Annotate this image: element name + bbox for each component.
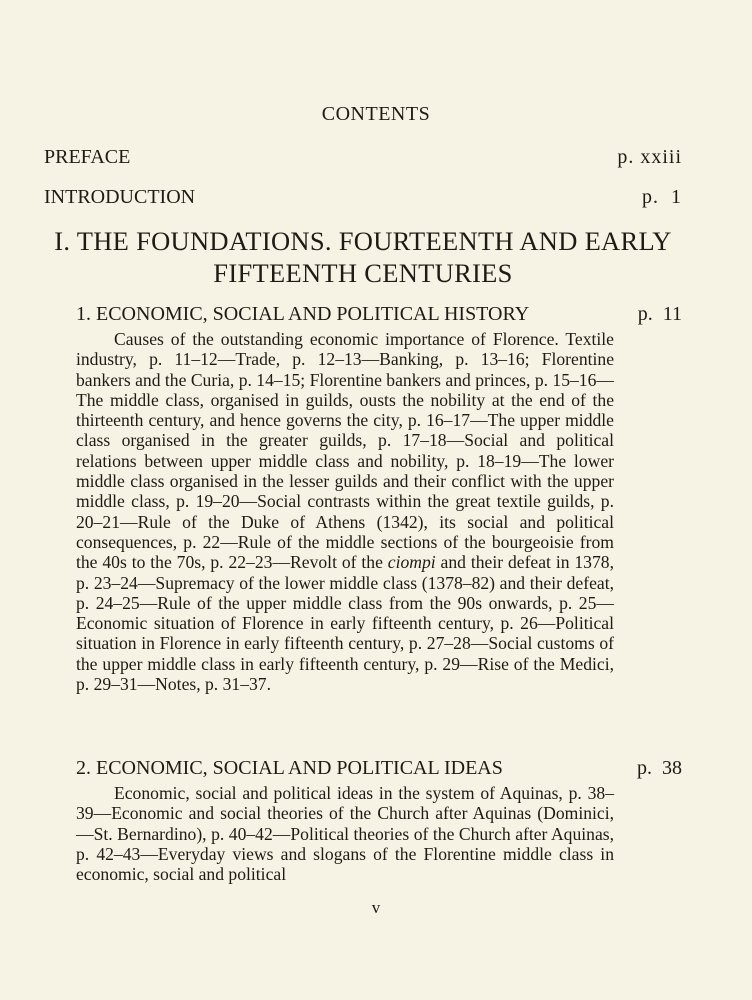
part-title-line-2: FIFTEENTH CENTURIES xyxy=(213,258,513,288)
section-heading-2 xyxy=(76,757,682,780)
section-heading-page: p. 38 xyxy=(637,757,682,779)
toc-entry-label: INTRODUCTION xyxy=(44,186,196,208)
toc-entry-page: p. 1 xyxy=(642,186,682,208)
section-summary-2: Economic, social and political ideas in the system of Aquinas, p. 38–39—Economic and social theories of the Church after Aquinas (Dominici,—St. Bernardino), p. 40–42—Political theories of the Church after Aquinas, p. 42–43—Everyday views and slogans of the Florentine middle class in economic, social and political xyxy=(76,783,614,885)
toc-entry-introduction xyxy=(44,186,682,209)
toc-entry-preface xyxy=(44,146,682,169)
toc-entry-page: p. xxiii xyxy=(617,146,682,168)
toc-entry-label: PREFACE xyxy=(44,146,131,168)
section-heading-1 xyxy=(76,303,682,326)
part-title xyxy=(44,225,682,289)
contents-title: CONTENTS xyxy=(321,103,431,125)
page-folio: v xyxy=(371,898,381,917)
part-title-line-1: I. THE FOUNDATIONS. FOURTEENTH AND EARLY xyxy=(54,226,672,256)
section-summary-1: Causes of the outstanding economic importance of Florence. Textile industry, p. 11–12—Trade, p. 12–13—Banking, p. 13–16; Florentine bankers and the Curia, p. 14–15; Florentine bankers and princes, p. 15–16—The middle class, organised in guilds, ousts the nobility at the end of the thirteenth century, and hence governs the city, p. 16–17—The upper middle class organised in the greater guilds, p. 17–18—Social and political relations between upper middle class and nobility, p. 18–19—The lower middle class organised in the lesser guilds and their conflict with the upper middle class, p. 19–20—Social contrasts within the great textile guilds, p. 20–21—Rule of the Duke of Athens (1342), its social and political consequences, p. 22—Rule of the middle sections of the bourgeoisie from the 40s to the 70s, p. 22–23—Revolt of the ciompi and their defeat in 1378, p. 23–24—Supremacy of the lower middle class (1378–82) and their defeat, p. 24–25—Rule of the upper middle class from the 90s onwards, p. 25—Economic situation of Florence in early fifteenth century, p. 26—Political situation in Florence in early fifteenth century, p. 27–28—Social customs of the upper middle class in early fifteenth century, p. 29—Rise of the Medici, p. 29–31—Notes, p. 31–37. xyxy=(76,329,614,695)
section-heading-label: 1. ECONOMIC, SOCIAL AND POLITICAL HISTORY xyxy=(76,303,530,325)
section-heading-page: p. 11 xyxy=(637,303,682,325)
section-heading-label: 2. ECONOMIC, SOCIAL AND POLITICAL IDEAS xyxy=(76,757,503,779)
